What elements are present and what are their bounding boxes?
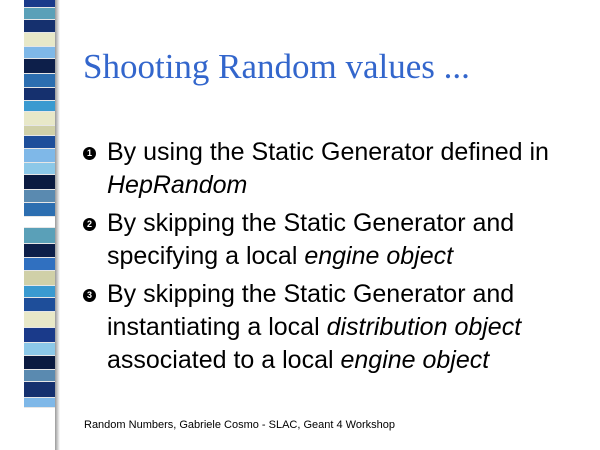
decor-stripe [24, 271, 55, 286]
bullet-text: associated to a local [107, 346, 341, 374]
decor-stripe [24, 312, 55, 328]
decor-stripe [24, 244, 55, 258]
numbered-circle-2-icon: 2 [83, 218, 96, 231]
numbered-circle-1-icon: 1 [83, 147, 96, 160]
decor-stripe [24, 149, 55, 163]
decor-stripe [24, 126, 55, 136]
decor-stripe [24, 136, 55, 149]
decor-stripe [24, 190, 55, 203]
decor-stripe [24, 0, 55, 8]
bullet-item [83, 207, 593, 273]
bullet-text: By using the Static Generator defined in [107, 138, 549, 166]
numbered-circle-3-icon: 3 [83, 289, 96, 302]
bullet-emphasis-text: engine object [304, 242, 454, 270]
bullet-item [83, 136, 593, 202]
decor-stripe [24, 298, 55, 312]
decor-stripe [24, 217, 55, 228]
decor-stripe [24, 47, 55, 59]
decor-stripe [24, 163, 55, 175]
decor-stripe [24, 370, 55, 382]
decor-stripe [24, 112, 55, 126]
decor-stripe [24, 88, 55, 101]
decor-stripe [24, 175, 55, 190]
decor-stripe [24, 258, 55, 271]
bullet-emphasis-text: distribution object [326, 313, 522, 341]
decor-stripe [24, 203, 55, 217]
bullet-item [83, 278, 593, 377]
decor-stripe [24, 33, 55, 47]
decor-stripe [24, 328, 55, 343]
decor-stripe [24, 343, 55, 356]
bullet-emphasis-text: HepRandom [107, 171, 248, 199]
decor-stripe [24, 356, 55, 370]
decor-stripe [24, 20, 55, 33]
slide-title: Shooting Random values ... [83, 47, 470, 86]
decor-stripe [24, 286, 55, 298]
slide-footer: Random Numbers, Gabriele Cosmo - SLAC, Geant 4 Workshop [84, 419, 395, 431]
bullet-text: By skipping the Static Generator and instantiating a local [107, 280, 515, 341]
decor-stripe [24, 8, 55, 20]
decorative-color-bar [24, 0, 55, 450]
decor-stripe [24, 59, 55, 74]
bullet-list [83, 136, 593, 382]
bullet-text: By skipping the Static Generator and specifying a local [107, 209, 515, 270]
decorative-bar-shadow [55, 0, 60, 450]
decor-stripe [24, 228, 55, 244]
decor-stripe [24, 382, 55, 398]
bullet-emphasis-text: engine object [340, 346, 490, 374]
decor-stripe [24, 101, 55, 112]
decor-stripe [24, 74, 55, 88]
decor-stripe [24, 398, 55, 408]
